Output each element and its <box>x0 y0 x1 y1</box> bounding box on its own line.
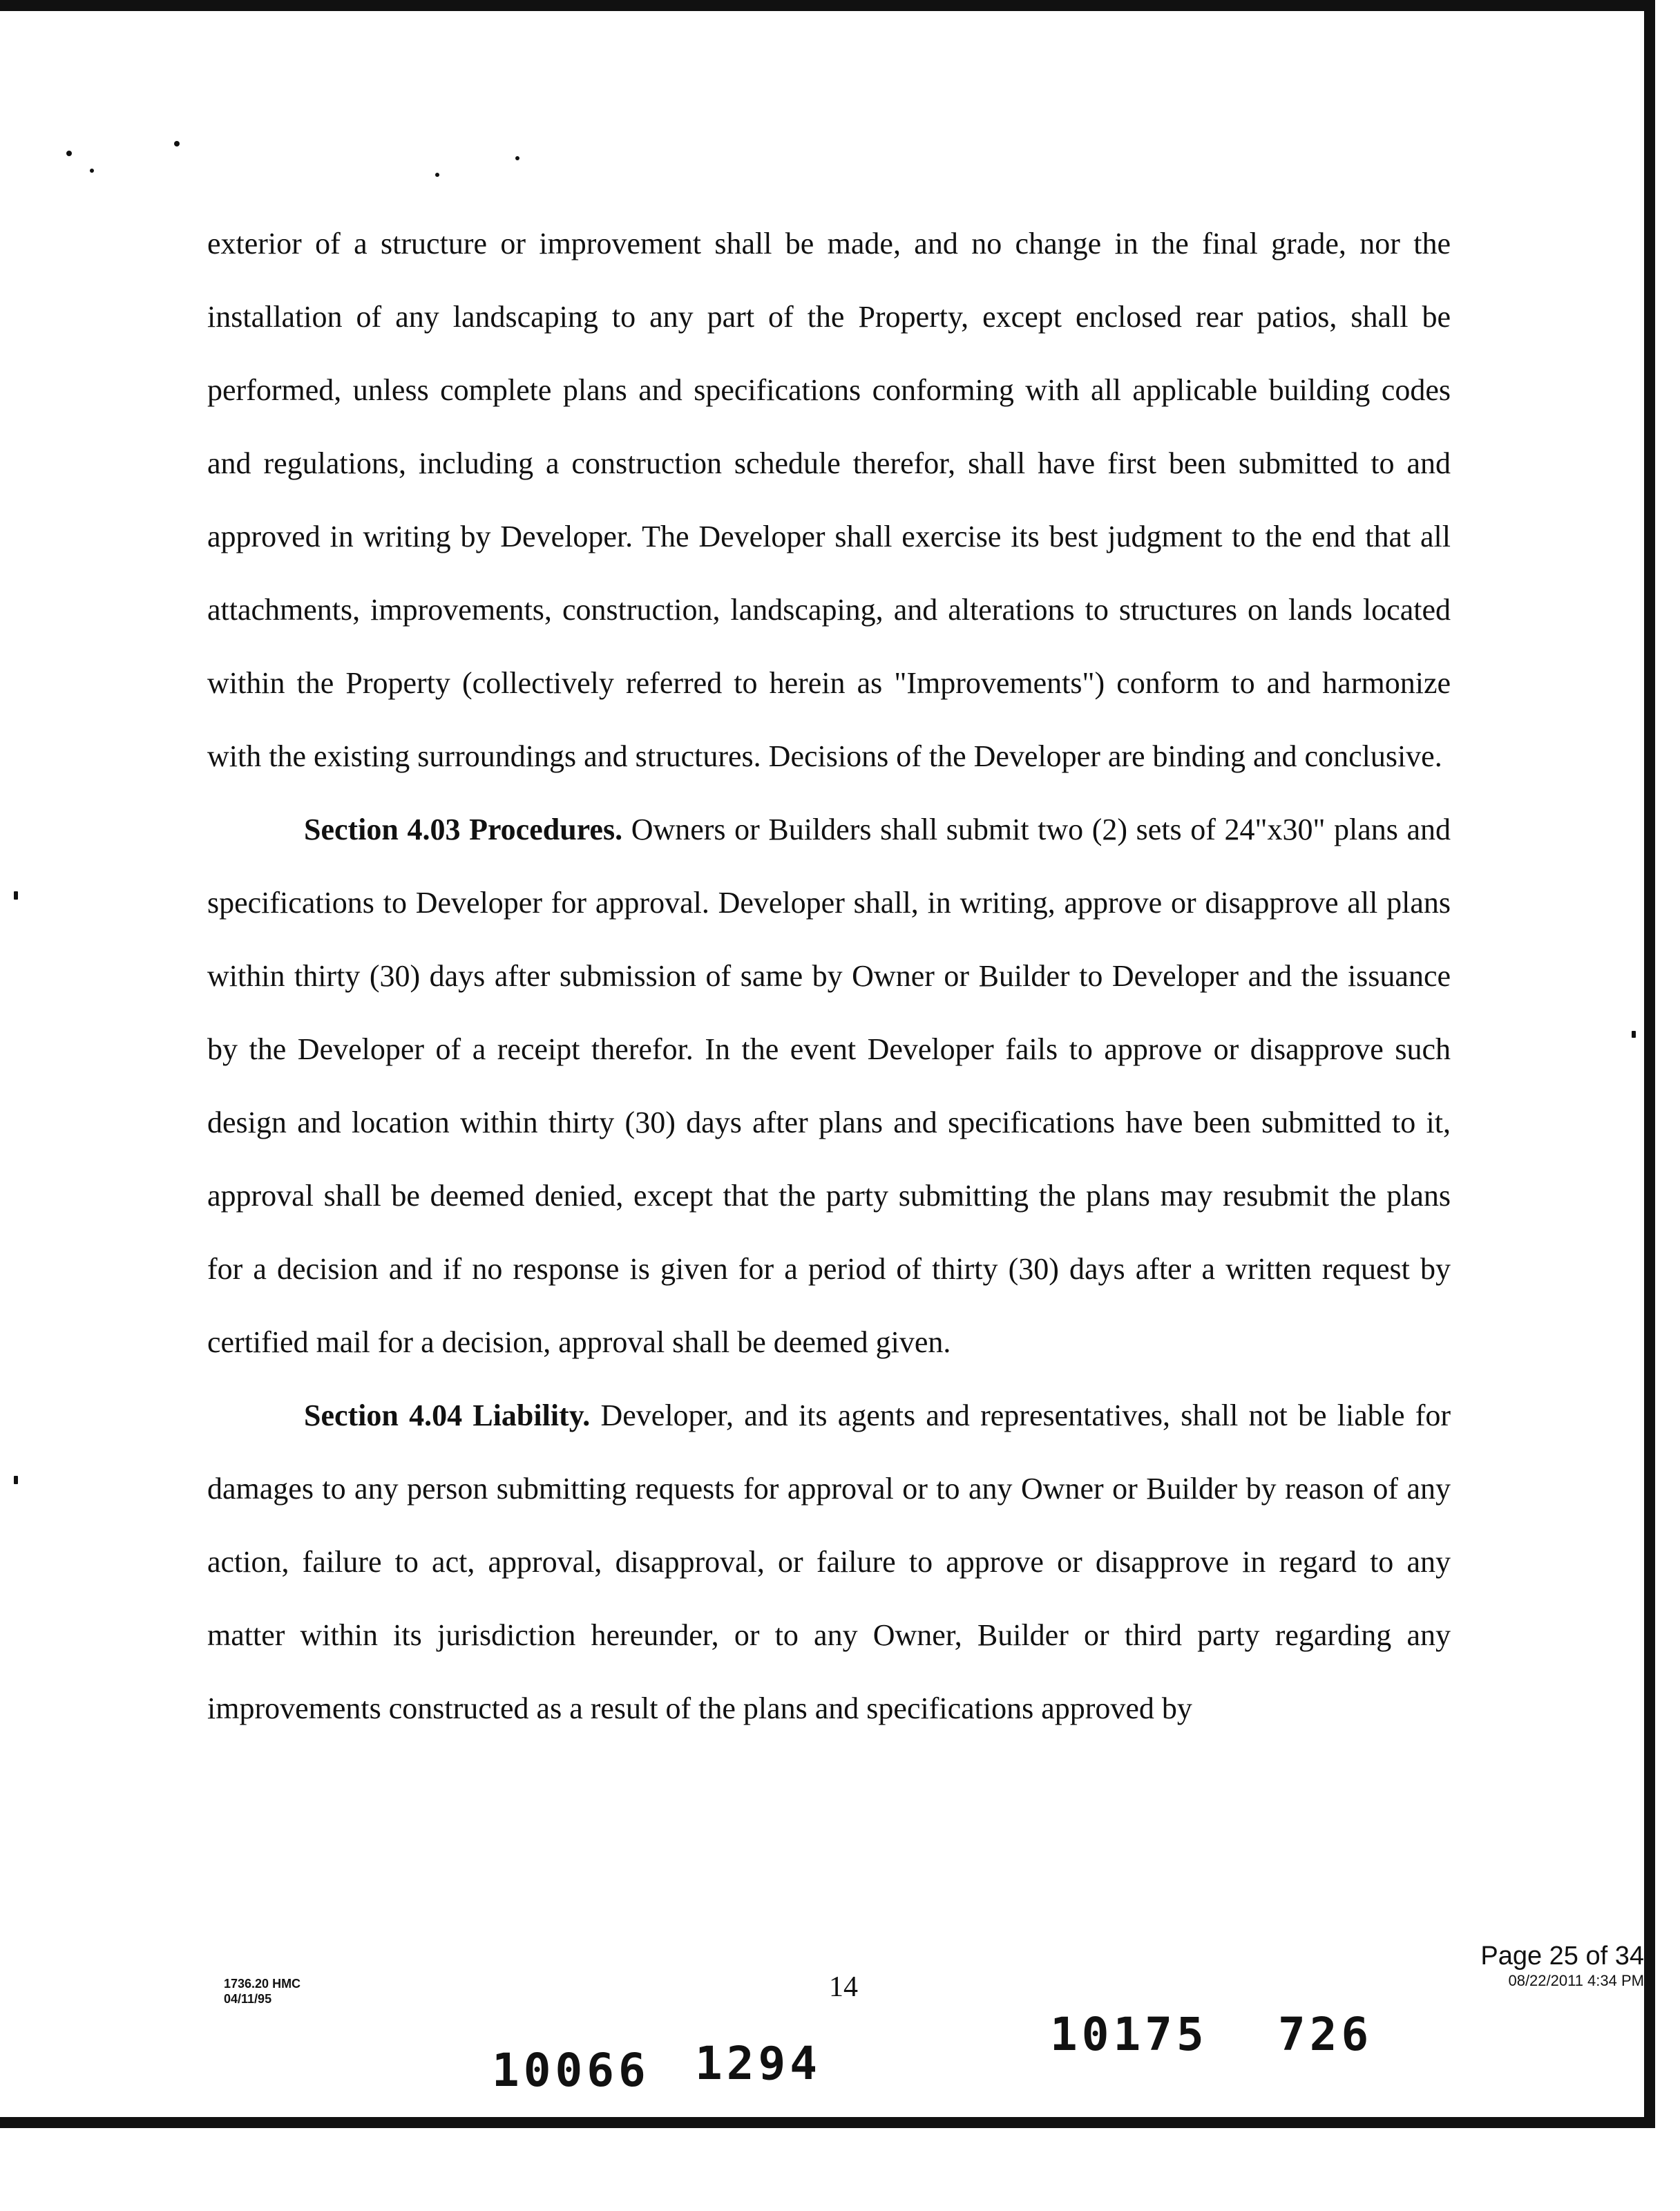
page-number: 14 <box>829 1971 858 2003</box>
paragraph-section-4-03 <box>207 793 1451 1379</box>
scan-speck <box>14 1476 18 1484</box>
scan-speck <box>515 156 519 160</box>
scan-speck <box>1632 1031 1636 1038</box>
scan-border-right <box>1644 0 1655 2128</box>
recording-number-left-2: 1294 <box>695 2037 821 2090</box>
paragraph-text: Owners or Builders shall submit two (2) sets of 24"x30" plans and specifications to Developer for approval. Developer shall, in writing, approve or disapprove all plans within thirty (30) days after submission of same by Owner or Builder to Developer and the issuance by the Developer of a receipt therefor. In the event Developer fails to approve or disapprove such design and location within thirty (30) days after plans and specifications have been submitted to it, approval shall be deemed denied, except that the party submitting the plans may resubmit the plans for a decision and if no response is given for a period of thirty (30) days after a written request by certified mail for a decision, approval shall be deemed given. <box>207 813 1451 1359</box>
document-body <box>207 207 1451 1745</box>
scan-speck <box>435 173 439 177</box>
recording-number-left-1: 10066 <box>492 2044 650 2097</box>
paragraph-text: Developer, and its agents and representatives, shall not be liable for damages to any person submitting requests for approval or to any Owner or Builder by reason of any action, failure to act, approval, disapproval, or failure to approve or disapprove in regard to any matter within its jurisdiction hereunder, or to any Owner, Builder or third party regarding any improvements constructed as a result of the plans and specifications approved by <box>207 1398 1451 1725</box>
scan-speck <box>14 891 18 900</box>
paragraph-section-4-04 <box>207 1379 1451 1745</box>
page-stamp-date: 08/22/2011 4:34 PM <box>1508 1972 1644 1989</box>
recording-number-right-2: 726 <box>1278 2008 1373 2061</box>
page-stamp-title: Page 25 of 34 <box>1480 1942 1644 1971</box>
document-code-line: 1736.20 HMC <box>224 1977 301 1991</box>
scan-speck <box>174 141 180 146</box>
document-code <box>224 1976 334 2006</box>
scan-border-bottom <box>0 2117 1655 2128</box>
paragraph-continuation <box>207 207 1451 793</box>
scan-speck <box>90 169 94 173</box>
section-heading: Section 4.03 Procedures. <box>304 813 623 846</box>
scan-speck <box>66 151 72 156</box>
page-stamp <box>1423 1940 1644 1990</box>
scan-border-top <box>0 0 1655 11</box>
section-heading: Section 4.04 Liability. <box>304 1398 591 1432</box>
recording-number-right-1: 10175 <box>1050 2008 1208 2061</box>
paragraph-text: exterior of a structure or improvement shall be made, and no change in the final grade, nor the installation of any landscaping to any part of the Property, except enclosed rear patios, shall be performed, unless complete plans and specifications conforming with all applicable building codes and regulations, including a construction schedule therefor, shall have first been submitted to and approved in writing by Developer. The Developer shall exercise its best judgment to the end that all attachments, improvements, construction, landscaping, and alterations to structures on lands located within the Property (collectively referred to herein as "Improvements") conform to and harmonize with the existing surroundings and structures. Decisions of the Developer are binding and conclusive. <box>207 227 1451 773</box>
document-code-date: 04/11/95 <box>224 1992 272 2006</box>
